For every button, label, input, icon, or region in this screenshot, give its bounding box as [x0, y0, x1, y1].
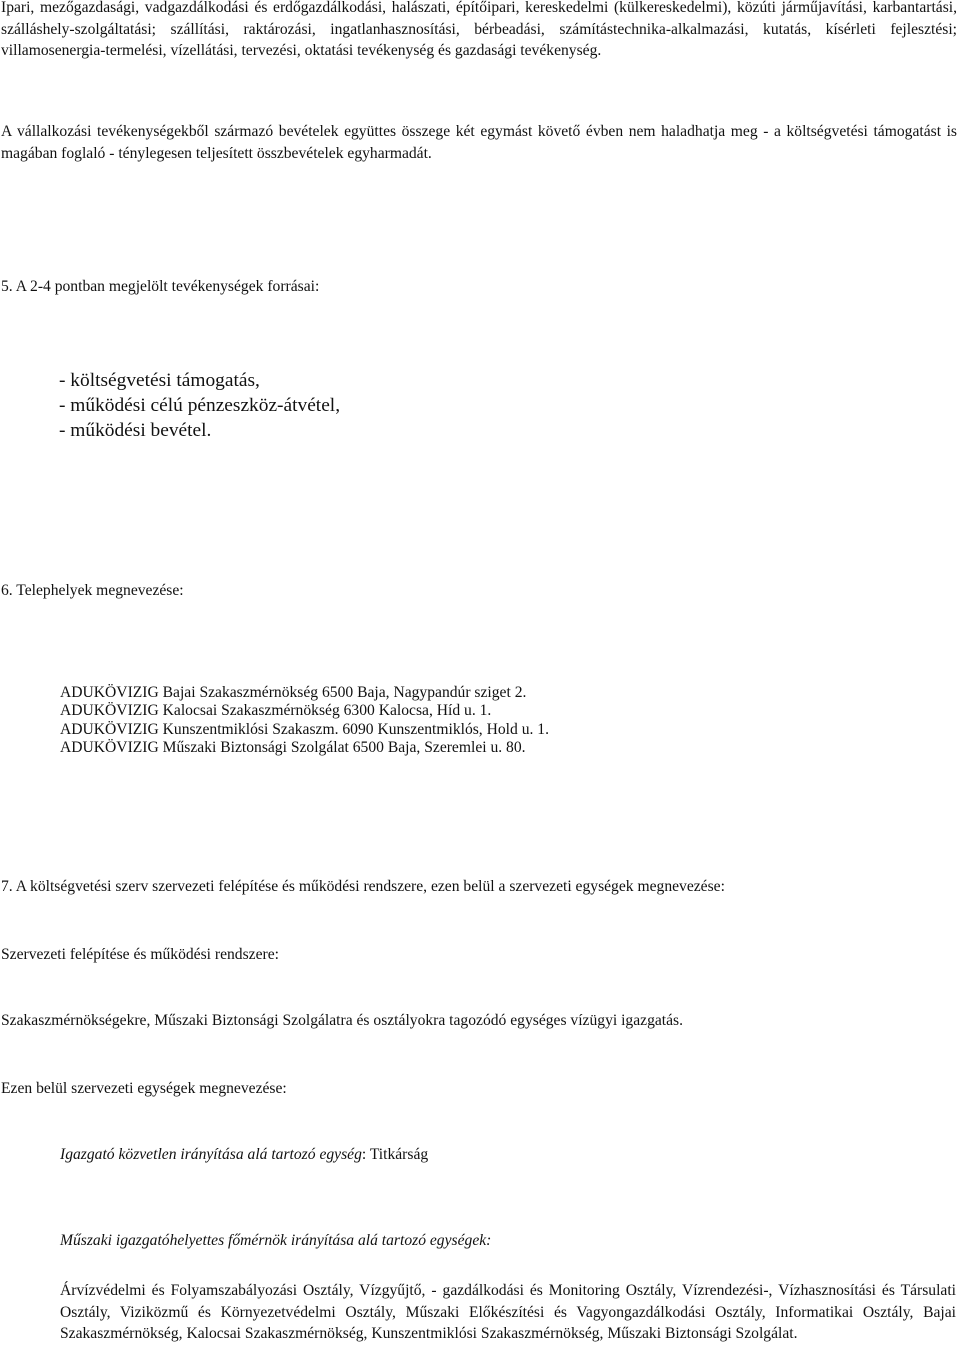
revenue-paragraph: A vállalkozási tevékenységekből származó bevételek együttes összege két egymást követő évben nem haladhatja meg - a költségvetési támogatást is magában foglaló - ténylegesen teljesített összbevételek egyharmadát. [1, 123, 957, 162]
list-item: - működési bevétel. [59, 420, 212, 441]
section-6-heading: 6. Telephelyek megnevezése: [1, 582, 184, 599]
list-item: - működési célú pénzeszköz-átvétel, [59, 395, 341, 416]
list-item: ADUKÖVIZIG Kalocsai Szakaszmérnökség 6300 Kalocsa, Híd u. 1. [60, 702, 492, 720]
director-unit-value: : Titkárság [361, 1146, 429, 1163]
section-5-heading: 5. A 2-4 pontban megjelölt tevékenységek forrásai: [1, 278, 320, 295]
director-unit-label: Igazgató közvetlen irányítása alá tartozó egység [60, 1146, 362, 1163]
intro-paragraph: Ipari, mezőgazdasági, vadgazdálkodási és erdőgazdálkodási, halászati, építőipari, kereskedelmi (külkereskedelmi), közúti járműjavítási, karbantartási, szálláshely-szolgáltatási; szállítási, raktározási, ingatlanhasznosítási, bérbeadási, számítástechnika-alkalmazási, kutatás, kísérleti fejlesztési; villamosenergia-termelési, vízellátási, tervezési, oktatási tevékenység és gazdasági tevékenység. [1, 0, 957, 59]
structure-label: Szervezeti felépítése és működési rendszere: [1, 946, 279, 963]
list-item: ADUKÖVIZIG Bajai Szakaszmérnökség 6500 Baja, Nagypandúr sziget 2. [60, 684, 527, 701]
list-item: ADUKÖVIZIG Műszaki Biztonsági Szolgálat 6500 Baja, Szeremlei u. 80. [60, 738, 526, 756]
funding-sources-list [59, 368, 340, 443]
technical-units-label: Műszaki igazgatóhelyettes főmérnök irányítása alá tartozó egységek: [60, 1232, 492, 1249]
units-label: Ezen belül szervezeti egységek megnevezése: [1, 1080, 287, 1097]
sites-list [60, 684, 549, 757]
structure-text: Szakaszmérnökségekre, Műszaki Biztonsági Szolgálatra és osztályokra tagozódó egységes vízügyi igazgatás. [1, 1012, 684, 1029]
list-item: ADUKÖVIZIG Kunszentmiklósi Szakaszm. 6090 Kunszentmiklós, Hold u. 1. [60, 720, 549, 738]
director-unit-line [60, 1144, 428, 1166]
technical-units-text: Árvízvédelmi és Folyamszabályozási Osztály, Vízgyűjtő, - gazdálkodási és Monitoring Osztály, Vízrendezési-, Vízhasznosítási és Társulati Osztály, Viziközmű és Környezetvédelmi Osztály, Műszaki Előkészítési és Vagyongazdálkodási Osztály, Informatikai Osztály, Bajai Szakaszmérnökség, Kalocsai Szakaszmérnökség, Kunszentmiklósi Szakaszmérnökség, Műszaki Biztonsági Szolgálat. [60, 1282, 956, 1342]
section-7-heading: 7. A költségvetési szerv szervezeti felépítése és működési rendszere, ezen belül a szervezeti egységek megnevezése: [1, 878, 725, 895]
list-item: - költségvetési támogatás, [59, 370, 260, 391]
